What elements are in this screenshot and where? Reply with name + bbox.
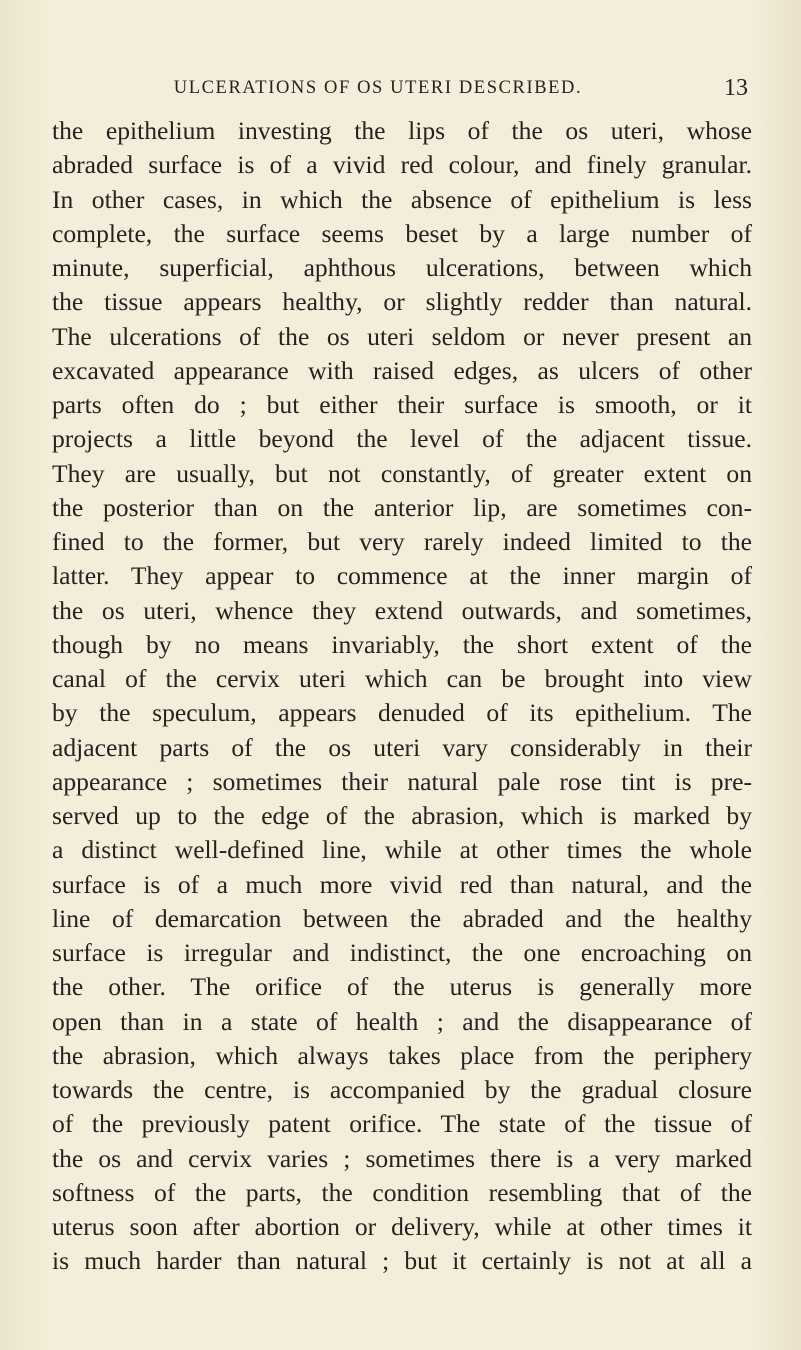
text-line: a distinct well-defined line, while at other times the whole — [52, 835, 752, 865]
text-line: is much harder than natural ; but it certainly is not at all a — [52, 1246, 752, 1276]
text-line: the tissue appears healthy, or slightly redder than natural. — [52, 287, 752, 317]
text-line: served up to the edge of the abrasion, which is marked by — [52, 801, 752, 830]
text-line: of the previously patent orifice. The state of the tissue of — [52, 1109, 752, 1139]
text-line: excavated appearance with raised edges, as ulcers of other — [52, 355, 752, 385]
text-line: surface is irregular and indistinct, the one encroaching on — [52, 938, 752, 967]
text-line: line of demarcation between the abraded and the healthy — [52, 903, 752, 933]
text-line: projects a little beyond the level of the adjacent tissue. — [52, 424, 752, 454]
text-line: parts often do ; but either their surface is smooth, or it — [52, 390, 752, 419]
text-line: latter. They appear to commence at the inner margin of — [52, 561, 752, 591]
page-header — [118, 75, 752, 110]
text-line: the abrasion, which always takes place from the periphery — [52, 1040, 752, 1070]
text-line: the posterior than on the anterior lip, are sometimes con- — [52, 492, 752, 522]
text-line: the os and cervix varies ; sometimes there is a very marked — [52, 1143, 752, 1173]
text-line: complete, the surface seems beset by a large number of — [52, 218, 752, 248]
text-line: minute, superficial, aphthous ulcerations, between which — [52, 253, 752, 282]
body-text — [52, 114, 752, 1279]
text-line: uterus soon after abortion or delivery, while at other times it — [52, 1212, 752, 1241]
text-line: surface is of a much more vivid red than natural, and the — [52, 869, 752, 899]
text-line: The ulcerations of the os uteri seldom or never present an — [52, 321, 752, 351]
text-line: the epithelium investing the lips of the os uteri, whose — [52, 116, 752, 145]
text-line: They are usually, but not constantly, of greater extent on — [52, 458, 752, 488]
text-line: appearance ; sometimes their natural pale rose tint is pre- — [52, 766, 752, 796]
text-line: In other cases, in which the absence of epithelium is less — [52, 184, 752, 214]
text-line: abraded surface is of a vivid red colour, and finely granular. — [52, 150, 752, 180]
page-number: 13 — [724, 75, 748, 101]
text-line: fined to the former, but very rarely indeed limited to the — [52, 527, 752, 556]
text-line: adjacent parts of the os uteri vary considerably in their — [52, 732, 752, 762]
text-line: towards the centre, is accompanied by the gradual closure — [52, 1075, 752, 1104]
running-head: ULCERATIONS OF OS UTERI DESCRIBED. — [173, 78, 583, 98]
text-line: open than in a state of health ; and the disappearance of — [52, 1006, 752, 1036]
text-line: though by no means invariably, the short extent of the — [52, 629, 752, 659]
text-line: the other. The orifice of the uterus is generally more — [52, 972, 752, 1002]
text-line: by the speculum, appears denuded of its epithelium. The — [52, 698, 752, 728]
text-line: the os uteri, whence they extend outwards, and sometimes, — [52, 595, 752, 625]
text-line: softness of the parts, the condition resembling that of the — [52, 1177, 752, 1207]
text-line: canal of the cervix uteri which can be brought into view — [52, 664, 752, 693]
